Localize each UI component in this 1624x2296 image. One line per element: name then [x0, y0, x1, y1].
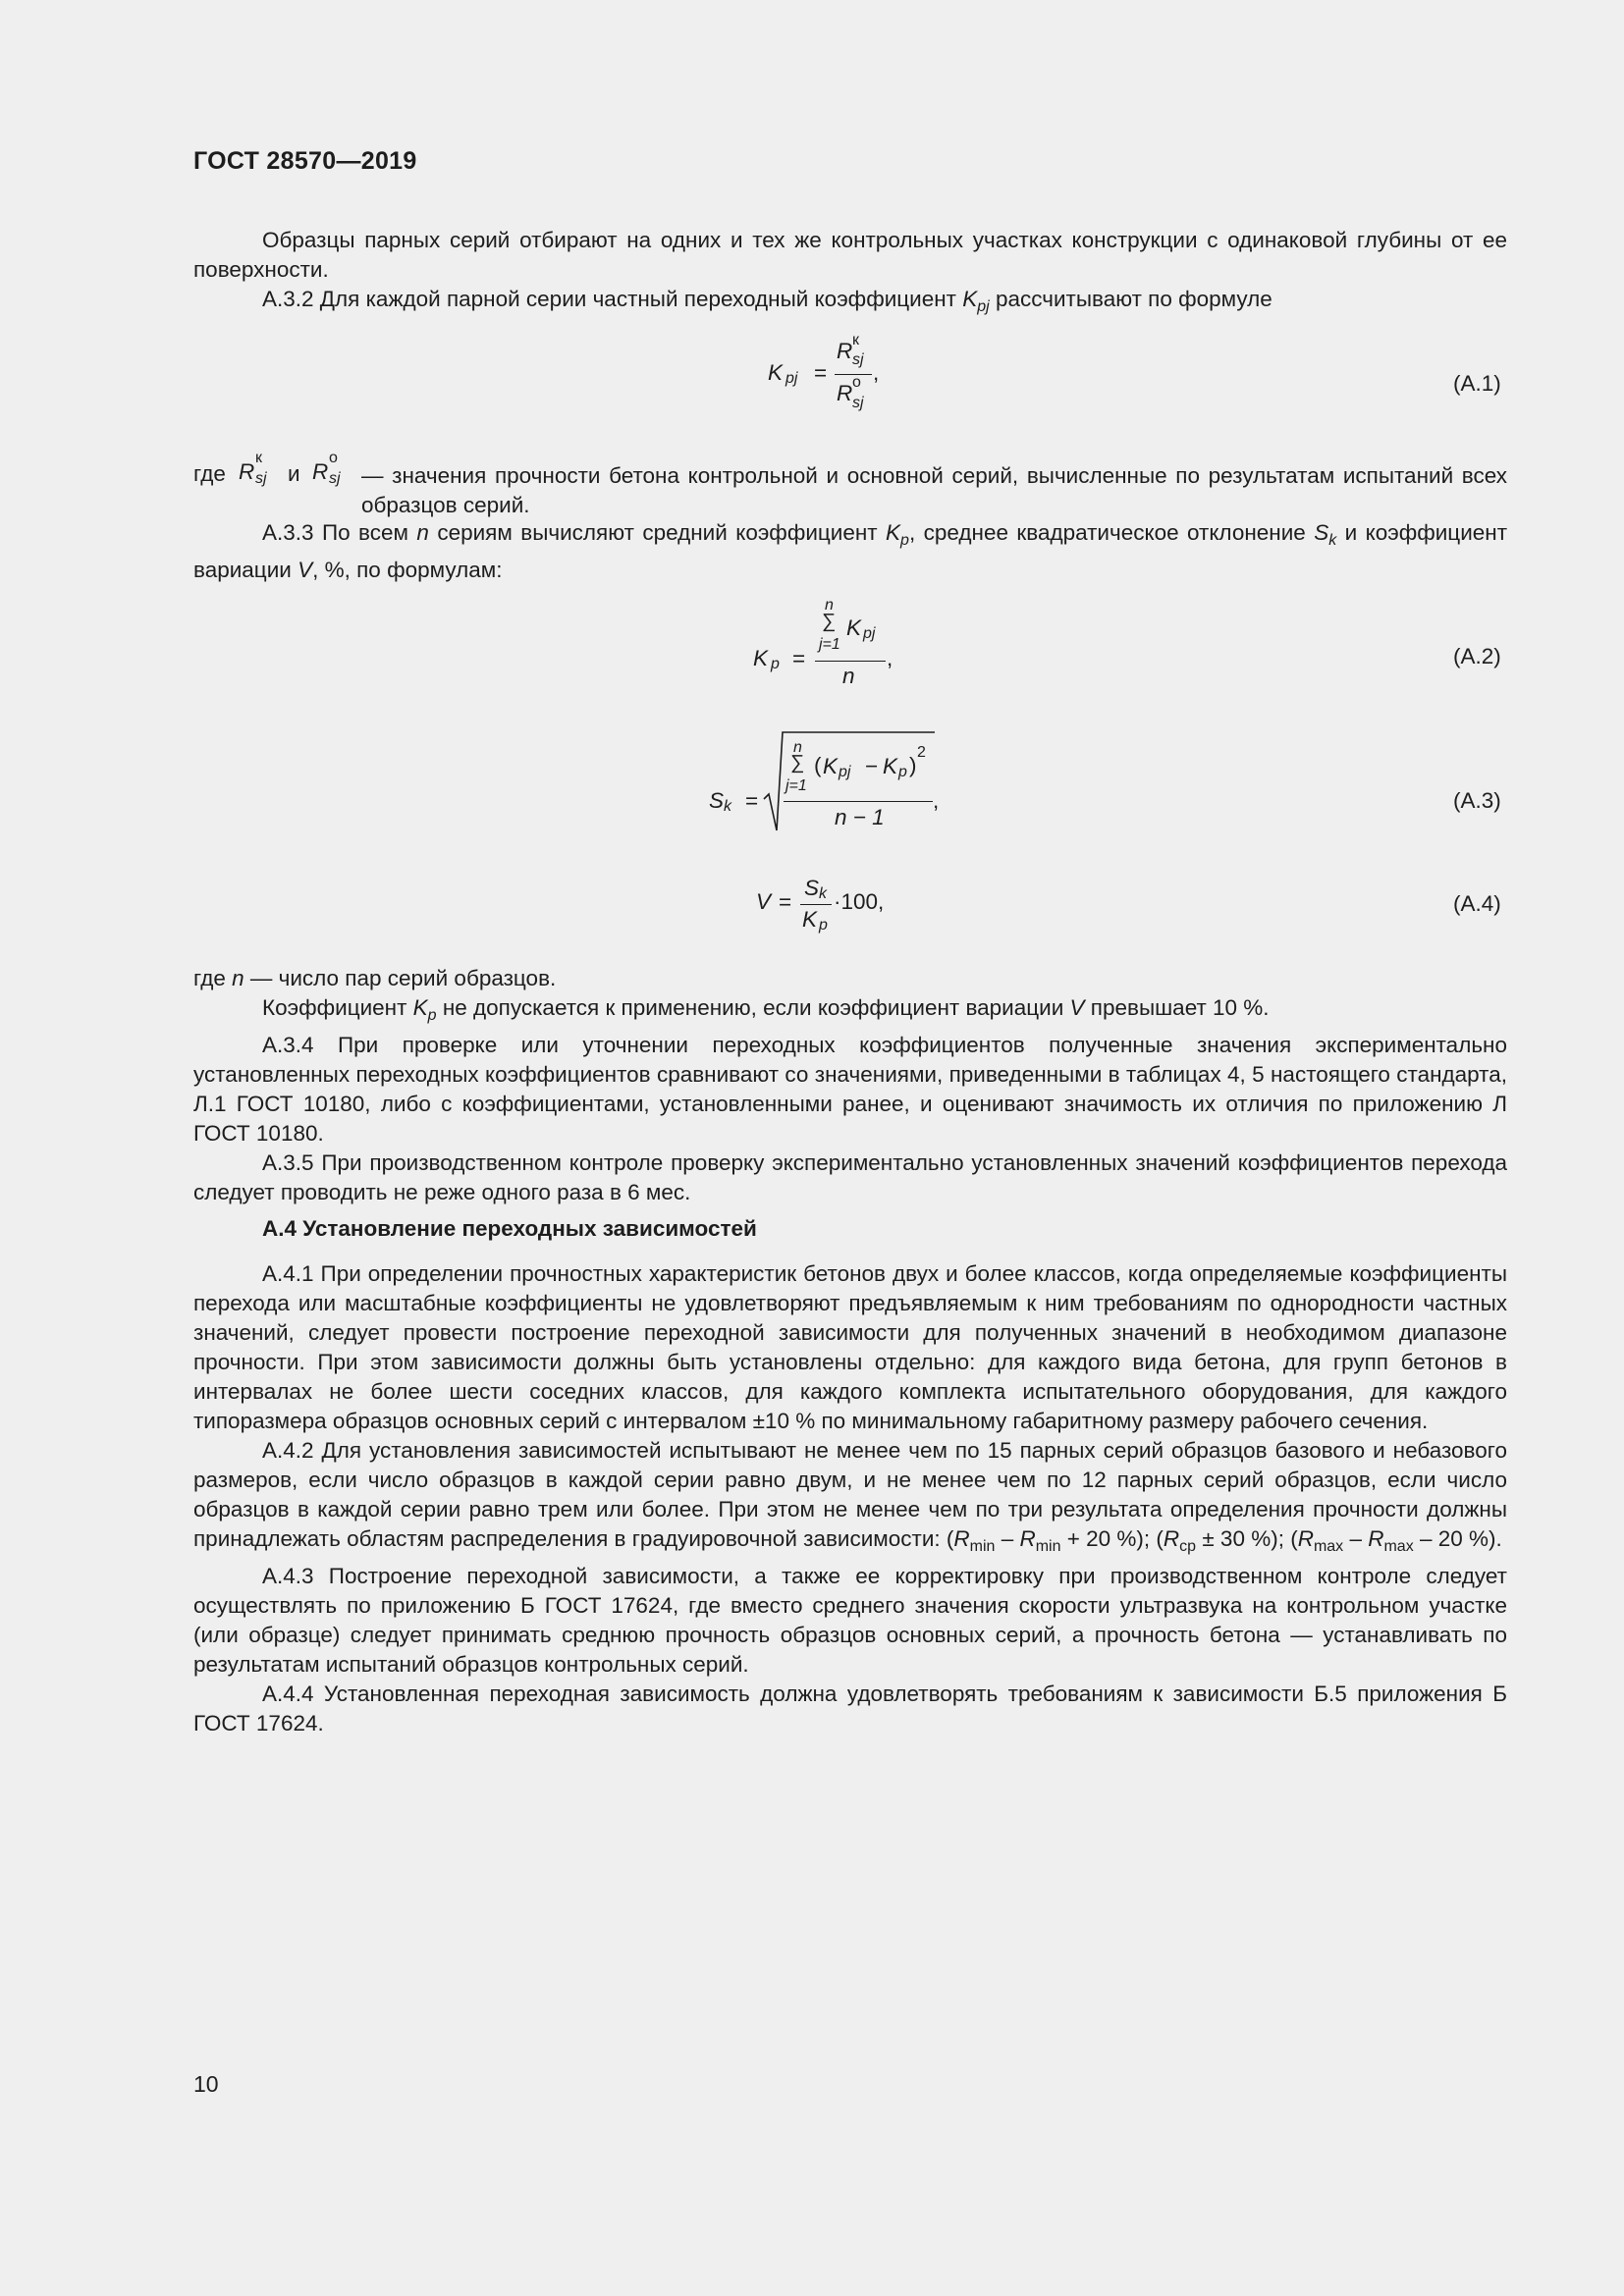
eq4-lhs: V [756, 889, 772, 914]
eq3-close: ) [909, 753, 917, 777]
eq3-open: ( [814, 753, 822, 777]
a42-text: А.4.2 Для установления зависимостей испытывают не менее чем по 15 парных серий образцов базового и небазового размеров, если число образцов в каждой серии равно двум, и не менее чем по 12 парных серий образцов, если число образцов в каждой серии равно трем или более. При этом не менее чем по три результата определения прочности должны принадлежать областям распределения в градуировочной зависимости: ( [193, 1438, 1507, 1551]
a32-text: А.3.2 Для каждой парной серии частный переходный коэффициент [262, 287, 963, 311]
eq3-pow: 2 [917, 744, 926, 761]
a42-r4-sub: max [1313, 1538, 1344, 1555]
a32-var-sub: pj [977, 298, 990, 315]
a42-r1: R [953, 1526, 970, 1551]
eq4-num-sub: k [819, 885, 827, 902]
eq3-minus: − [865, 754, 879, 778]
coef-b: не допускается к применению, если коэффициент вариации [436, 995, 1070, 1020]
section-title: А.4 Установление переходных зависимостей [262, 1216, 757, 1241]
eq3-sum-sign: ∑ [790, 752, 805, 774]
eq2-equals: = [792, 646, 806, 670]
a42-r5: R [1368, 1526, 1384, 1551]
eq3-equals: = [745, 788, 759, 813]
eq1-num-sup: к [852, 332, 859, 348]
where1-r2-sub: sj [329, 470, 341, 487]
where1-prefix: где [193, 461, 226, 486]
paragraph-a41: А.4.1 При определении прочностных характеристик бетонов двух и более классов, когда определяемые коэффициенты перехода или масштабные коэффициенты не удовлетворяют предъявляемым к ним требованиям по однородности частных значений, следует провести построение переходной зависимости для полученных значений в необходимом диапазоне прочности. При этом зависимости должны быть установлены отдельно: для каждого вида бетона, для групп бетонов в интервалах не более шести соседних классов, для каждого комплекта испытательного оборудования, для каждого типоразмера образцов основных серий с интервалом ±10 % по минимальному габаритному размеру рабочего сечения. [193, 1261, 1507, 1433]
eq3-number: (А.3) [1453, 788, 1501, 813]
paragraph-samples: Образцы парных серий отбирают на одних и тех же контрольных участках конструкции с одинаковой глубины от ее поверхности. [193, 228, 1507, 282]
where1-r2-sup: о [329, 450, 338, 466]
eq3-k2-sub: p [898, 764, 907, 780]
eq4-num: S [804, 876, 820, 900]
a33-t3: , среднее квадратическое отклонение [908, 520, 1315, 545]
paragraph-a34: А.3.4 При проверке или уточнении переходных коэффициентов полученные значения экспериментально установленных переходных коэффициентов сравнивают со значениями, приведенными в таблицах 4, 5 настоящего стандарта, Л.1 ГОСТ 10180, либо с коэффициентами, установленными ранее, и оценивают значимость их отличия по приложению Л ГОСТ 10180. [193, 1033, 1507, 1146]
eq2-lhs: K [753, 646, 769, 670]
eq3-sum-bottom: j=1 [785, 777, 807, 794]
eq4-equals: = [779, 889, 792, 914]
where1-r1-sub: sj [255, 470, 267, 487]
eq2-number: (А.2) [1453, 644, 1501, 668]
eq1-num: R [837, 339, 853, 363]
a42-r5-sub: max [1383, 1538, 1414, 1555]
eq3-lhs-sub: k [724, 798, 731, 815]
a42-text-b: + 20 %); ( [1060, 1526, 1164, 1551]
a4-block [193, 1259, 1507, 1738]
eq3-fraction-bar [784, 801, 933, 802]
paragraph-a44: А.4.4 Установленная переходная зависимость должна удовлетворять требованиям к зависимости Б.5 приложения Б ГОСТ 17624. [193, 1682, 1507, 1735]
eq4-fraction-bar [800, 904, 832, 905]
paragraph-coefficient [193, 993, 1507, 1031]
coef-k: K [412, 995, 428, 1020]
a42-r3-sub: ср [1179, 1538, 1197, 1555]
document-header: ГОСТ 28570—2019 [193, 147, 417, 175]
a42-dash2: – [1343, 1526, 1369, 1551]
paragraph-a32 [193, 285, 1507, 322]
a33-t1: А.3.3 По всем [262, 520, 417, 545]
a33-block [193, 518, 1507, 585]
eq1-den: R [837, 381, 853, 405]
eq3-sum-top: n [793, 739, 802, 756]
eq1-den-sup: о [852, 374, 861, 391]
where1-and: и [288, 461, 300, 486]
a42-r3: R [1163, 1526, 1180, 1551]
eq2-term: K [846, 615, 862, 640]
eq3-lhs: S [709, 788, 725, 813]
where1-r2: R [312, 459, 329, 484]
a42-r1-sub: min [969, 1538, 996, 1555]
a42-r4: R [1297, 1526, 1314, 1551]
eq4-den: K [802, 907, 818, 932]
a33-v: V [298, 558, 313, 582]
a32-var: K [962, 287, 978, 311]
eq4-number: (А.4) [1453, 891, 1501, 916]
where1-text: — значения прочности бетона контрольной и основной серий, вычисленные по результатам испытаний всех образцов серий. [361, 463, 1507, 517]
where-n [193, 964, 1507, 993]
paragraph-a35: А.3.5 При производственном контроле проверку экспериментально установленных значений коэффициентов перехода следует проводить не реже одного раза в 6 мес. [193, 1150, 1507, 1204]
a42-text-c: ± 30 %); ( [1196, 1526, 1298, 1551]
a33-n: n [416, 520, 429, 545]
page-number: 10 [193, 2071, 219, 2097]
eq1-comma: , [873, 360, 880, 385]
where-n-prefix: где [193, 966, 233, 990]
a42-r2: R [1019, 1526, 1036, 1551]
eq4-den-sub: p [819, 917, 828, 934]
a42-r2-sub: min [1035, 1538, 1061, 1555]
eq2-den: n [842, 664, 855, 688]
a33-t5: , %, по формулам: [312, 558, 503, 582]
coef-k-sub: p [427, 1007, 437, 1024]
paragraph-a33 [193, 518, 1507, 585]
coef-v: V [1069, 995, 1085, 1020]
eq3-k1-sub: pj [839, 764, 851, 780]
eq3-den: n − 1 [835, 805, 885, 829]
eq3-k2: K [883, 754, 898, 778]
eq2-comma: , [887, 646, 893, 670]
eq2-sum-bottom: j=1 [819, 636, 840, 653]
a33-kp-sub: p [900, 532, 909, 549]
section-a4 [193, 1214, 1507, 1244]
eq4-tail: ·100, [834, 889, 885, 914]
paragraph-a42 [193, 1436, 1507, 1562]
eq2-sum-top: n [825, 597, 834, 614]
eq1-num-sub: sj [852, 351, 864, 368]
eq1-den-sub: sj [852, 395, 864, 411]
eq1-number: (А.1) [1453, 371, 1501, 396]
eq2-fraction-bar [815, 661, 886, 662]
eq3-k1: K [823, 754, 839, 778]
where-n-text: — число пар серий образцов. [244, 966, 557, 990]
a32-text-end: рассчитывают по формуле [989, 287, 1272, 311]
a42-text-d: – 20 %). [1413, 1526, 1502, 1551]
where1-r1-sup: к [255, 450, 262, 466]
a33-sk-sub: k [1328, 532, 1337, 549]
eq1-equals: = [814, 360, 828, 385]
where-n-var: n [232, 966, 244, 990]
eq3-comma: , [933, 788, 940, 813]
coef-a: Коэффициент [262, 995, 413, 1020]
where1-r1: R [239, 459, 255, 484]
paragraph-a43: А.4.3 Построение переходной зависимости, а также ее корректировку при производственном контроле следует осуществлять по приложению Б ГОСТ 17624, где вместо среднего значения скорости ультразвука на контрольном участке (или образце) следует принимать среднюю прочность образцов основных серий, а прочность бетона — устанавливать по результатам испытаний образцов контрольных серий. [193, 1564, 1507, 1677]
a33-kp: K [886, 520, 901, 545]
eq2-sum-sign: ∑ [822, 611, 837, 632]
eq1-lhs-sub: pj [785, 370, 798, 387]
a33-t4: и коэффициент вариации [193, 520, 1507, 582]
a33-t2: сериям вычисляют средний коэффициент [428, 520, 887, 545]
a34-block [193, 964, 1507, 1207]
coef-c: превышает 10 %. [1084, 995, 1270, 1020]
intro-block [193, 226, 1507, 322]
a42-dash1: – [995, 1526, 1020, 1551]
eq2-lhs-sub: p [771, 656, 780, 672]
a33-sk: S [1314, 520, 1329, 545]
eq2-term-sub: pj [863, 625, 876, 642]
eq1-lhs: K [768, 360, 784, 385]
